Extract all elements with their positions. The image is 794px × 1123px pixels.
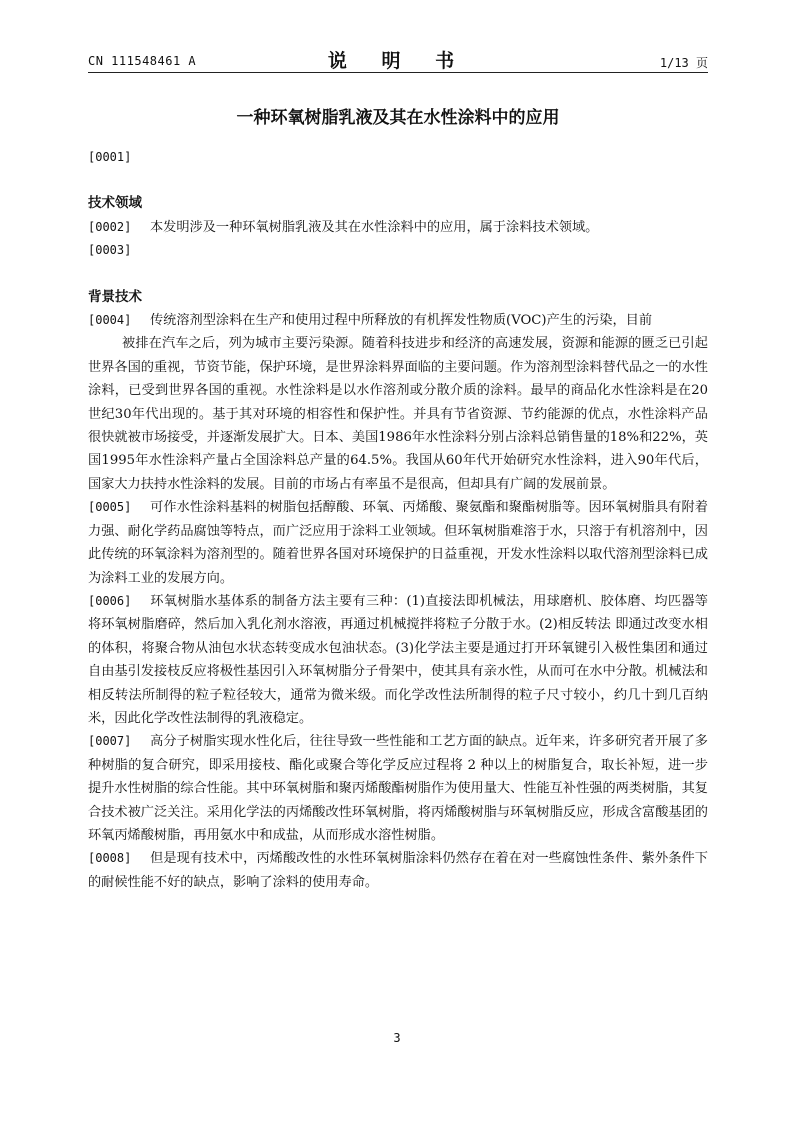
page-info: 1/13 页 bbox=[659, 56, 708, 70]
paragraph-0005 bbox=[88, 496, 708, 590]
paragraph-number: [0004] bbox=[88, 313, 132, 328]
paragraph-number: [0002] bbox=[88, 219, 132, 234]
paragraph-number: [0003] bbox=[88, 243, 132, 258]
paragraph-text: 环氧树脂水基体系的制备方法主要有三种：(1)直接法即机械法，用球磨机、胶体磨、均匹器等将环氧树脂磨碎，然后加入乳化剂水溶液，再通过机械搅拌将粒子分散于水。(2)相反转法 即通过改变水相的体积，将聚合物从油包水状态转变成水包油状态。(3)化学法主要是通过打开环氧键引入极性集团和通过自由基引发接枝反应将极性基因引入环氧树脂分子骨架中，使其具有亲水性，从而可在水中分散。机械法和相反转法所制得的粒子粒径较大，通常为微米级。而化学改性法所制得的粒子尺寸较小，约几十到几百纳米，因此化学改性法制得的乳液稳定。 bbox=[88, 593, 708, 726]
section-heading-background: 背景技术 bbox=[88, 288, 142, 305]
document-title: 一种环氧树脂乳液及其在水性涂料中的应用 bbox=[236, 108, 560, 128]
paragraph-0003 bbox=[88, 239, 708, 262]
paragraph-text: 但是现有技术中，丙烯酸改性的水性环氧树脂涂料仍然存在着在对一些腐蚀性条件、紫外条件下的耐候性能不好的缺点，影响了涂料的使用寿命。 bbox=[88, 851, 708, 890]
document-body bbox=[88, 146, 708, 894]
section-title: 说 明 书 bbox=[327, 50, 469, 72]
page-number: 3 bbox=[393, 1031, 401, 1045]
paragraph-text: 可作水性涂料基料的树脂包括醇酸、环氧、丙烯酸、聚氨酯和聚酯树脂等。因环氧树脂具有附着力强、耐化学药品腐蚀等特点，而广泛应用于涂料工业领域。但环氧树脂难溶于水，只溶于有机溶剂中，因此传统的环氧涂料为溶剂型的。随着世界各国对环境保护的日益重视，开发水性涂料以取代溶剂型涂料已成为涂料工业的发展方向。 bbox=[88, 500, 708, 586]
paragraph-number: [0001] bbox=[88, 150, 132, 164]
paragraph-number: [0007] bbox=[88, 734, 132, 749]
paragraph-number: [0006] bbox=[88, 593, 132, 608]
header-divider bbox=[88, 72, 708, 73]
paragraph-text: 传统溶剂型涂料在生产和使用过程中所释放的有机挥发性物质(VOC)产生的污染，目前 bbox=[150, 313, 653, 329]
paragraph-0002 bbox=[88, 216, 708, 239]
paragraph-0004-continued: 被排在汽车之后，列为城市主要污染源。随着科技进步和经济的高速发展，资源和能源的匮乏已引起世界各国的重视，节资节能，保护环境，是世界涂料界面临的主要问题。作为溶剂型涂料替代品之一的水性涂料，已受到世界各国的重视。水性涂料是以水作溶剂或分散介质的涂料。最早的商品化水性涂料是在20世纪30年代出现的。基于其对环境的相容性和保护性。并具有节省资源、节约能源的优点，水性涂料产品很快就被市场接受，并逐渐发展扩大。日本、美国1986年水性涂料分别占涂料总销售量的18%和22%，英国1995年水性涂料产量占全国涂料总产量的64.5%。我国从60年代开始研究水性涂料，进入90年代后，国家大力扶持水性涂料的发展。目前的市场占有率虽不是很高，但却具有广阔的发展前景。 bbox=[88, 336, 708, 492]
paragraph-0001 bbox=[88, 146, 708, 169]
paragraph-text: 本发明涉及一种环氧树脂乳液及其在水性涂料中的应用，属于涂料技术领域。 bbox=[150, 219, 599, 235]
publication-number: CN 111548461 A bbox=[88, 54, 197, 68]
paragraph-number: [0008] bbox=[88, 851, 132, 866]
page-header bbox=[88, 42, 708, 72]
section-heading-tech-field: 技术领域 bbox=[88, 195, 142, 212]
paragraph-number: [0005] bbox=[88, 500, 132, 515]
paragraph-text: 高分子树脂实现水性化后，往往导致一些性能和工艺方面的缺点。近年来，许多研究者开展了多种树脂的复合研究，即采用接枝、酯化或聚合等化学反应过程将 2 种以上的树脂复合，取长补短，进一步提升水性树脂的综合性能。其中环氧树脂和聚丙烯酸酯树脂作为使用量大、性能互补性强的两类树脂，其复合技术被广泛关注。采用化学法的丙烯酸改性环氧树脂，将丙烯酸树脂与环氧树脂反应，形成含富酸基团的环氧丙烯酸树脂，再用氨水中和成盐，从而形成水溶性树脂。 bbox=[88, 734, 708, 843]
paragraph-0006 bbox=[88, 590, 708, 730]
paragraph-0007 bbox=[88, 730, 708, 847]
paragraph-0008 bbox=[88, 847, 708, 894]
paragraph-0004 bbox=[88, 309, 708, 332]
